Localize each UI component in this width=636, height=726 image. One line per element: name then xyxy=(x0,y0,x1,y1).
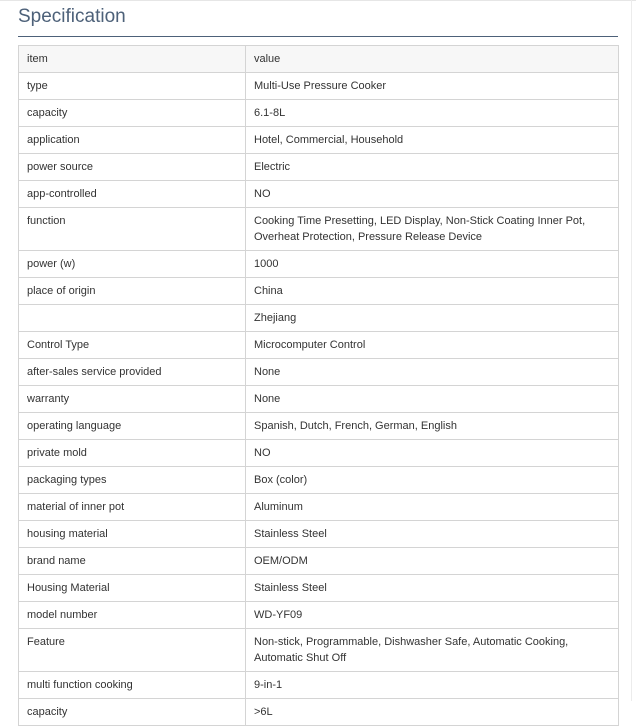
spec-value: Zhejiang xyxy=(246,305,619,332)
table-row xyxy=(19,154,619,181)
top-divider xyxy=(0,0,636,1)
spec-value: None xyxy=(246,386,619,413)
spec-item: function xyxy=(19,208,246,251)
spec-item: place of origin xyxy=(19,278,246,305)
spec-item: packaging types xyxy=(19,467,246,494)
spec-item: brand name xyxy=(19,548,246,575)
spec-value: Stainless Steel xyxy=(246,521,619,548)
table-row xyxy=(19,467,619,494)
spec-value: 9-in-1 xyxy=(246,672,619,699)
spec-value: NO xyxy=(246,440,619,467)
table-row xyxy=(19,413,619,440)
table-row xyxy=(19,208,619,251)
spec-item: model number xyxy=(19,602,246,629)
header-value: value xyxy=(246,46,619,73)
spec-item: power source xyxy=(19,154,246,181)
table-row xyxy=(19,278,619,305)
table-row xyxy=(19,521,619,548)
spec-value: NO xyxy=(246,181,619,208)
spec-value: Box (color) xyxy=(246,467,619,494)
spec-item: Control Type xyxy=(19,332,246,359)
spec-value: Aluminum xyxy=(246,494,619,521)
spec-value: 1000 xyxy=(246,251,619,278)
spec-value: Electric xyxy=(246,154,619,181)
table-row xyxy=(19,332,619,359)
spec-value: Cooking Time Presetting, LED Display, Non-Stick Coating Inner Pot, Overheat Protection, Pressure Release Device xyxy=(246,208,619,251)
spec-item: after-sales service provided xyxy=(19,359,246,386)
table-row xyxy=(19,73,619,100)
spec-item: Housing Material xyxy=(19,575,246,602)
spec-item: housing material xyxy=(19,521,246,548)
spec-value: None xyxy=(246,359,619,386)
title-underline xyxy=(18,36,618,37)
header-item: item xyxy=(19,46,246,73)
table-row xyxy=(19,440,619,467)
table-row xyxy=(19,100,619,127)
spec-item: capacity xyxy=(19,699,246,726)
spec-item: app-controlled xyxy=(19,181,246,208)
spec-value: Stainless Steel xyxy=(246,575,619,602)
spec-item: type xyxy=(19,73,246,100)
table-row xyxy=(19,699,619,726)
table-row xyxy=(19,127,619,154)
spec-item: multi function cooking xyxy=(19,672,246,699)
spec-value: China xyxy=(246,278,619,305)
spec-value: Non-stick, Programmable, Dishwasher Safe, Automatic Cooking, Automatic Shut Off xyxy=(246,629,619,672)
spec-item: operating language xyxy=(19,413,246,440)
table-row xyxy=(19,602,619,629)
table-row xyxy=(19,494,619,521)
table-row xyxy=(19,305,619,332)
spec-value: Spanish, Dutch, French, German, English xyxy=(246,413,619,440)
spec-item: Feature xyxy=(19,629,246,672)
spec-item: power (w) xyxy=(19,251,246,278)
specification-table xyxy=(18,45,619,726)
spec-item: warranty xyxy=(19,386,246,413)
section-title: Specification xyxy=(18,6,126,27)
table-row xyxy=(19,548,619,575)
spec-item: capacity xyxy=(19,100,246,127)
spec-item: material of inner pot xyxy=(19,494,246,521)
spec-value: 6.1-8L xyxy=(246,100,619,127)
table-header-row xyxy=(19,46,619,73)
table-row xyxy=(19,181,619,208)
spec-value: Microcomputer Control xyxy=(246,332,619,359)
spec-value: Multi-Use Pressure Cooker xyxy=(246,73,619,100)
spec-item: application xyxy=(19,127,246,154)
table-row xyxy=(19,386,619,413)
table-row xyxy=(19,359,619,386)
spec-item xyxy=(19,305,246,332)
spec-value: WD-YF09 xyxy=(246,602,619,629)
table-row xyxy=(19,672,619,699)
spec-value: >6L xyxy=(246,699,619,726)
spec-value: Hotel, Commercial, Household xyxy=(246,127,619,154)
table-row xyxy=(19,251,619,278)
spec-item: private mold xyxy=(19,440,246,467)
table-row xyxy=(19,575,619,602)
table-row xyxy=(19,629,619,672)
spec-value: OEM/ODM xyxy=(246,548,619,575)
right-divider xyxy=(631,0,632,701)
